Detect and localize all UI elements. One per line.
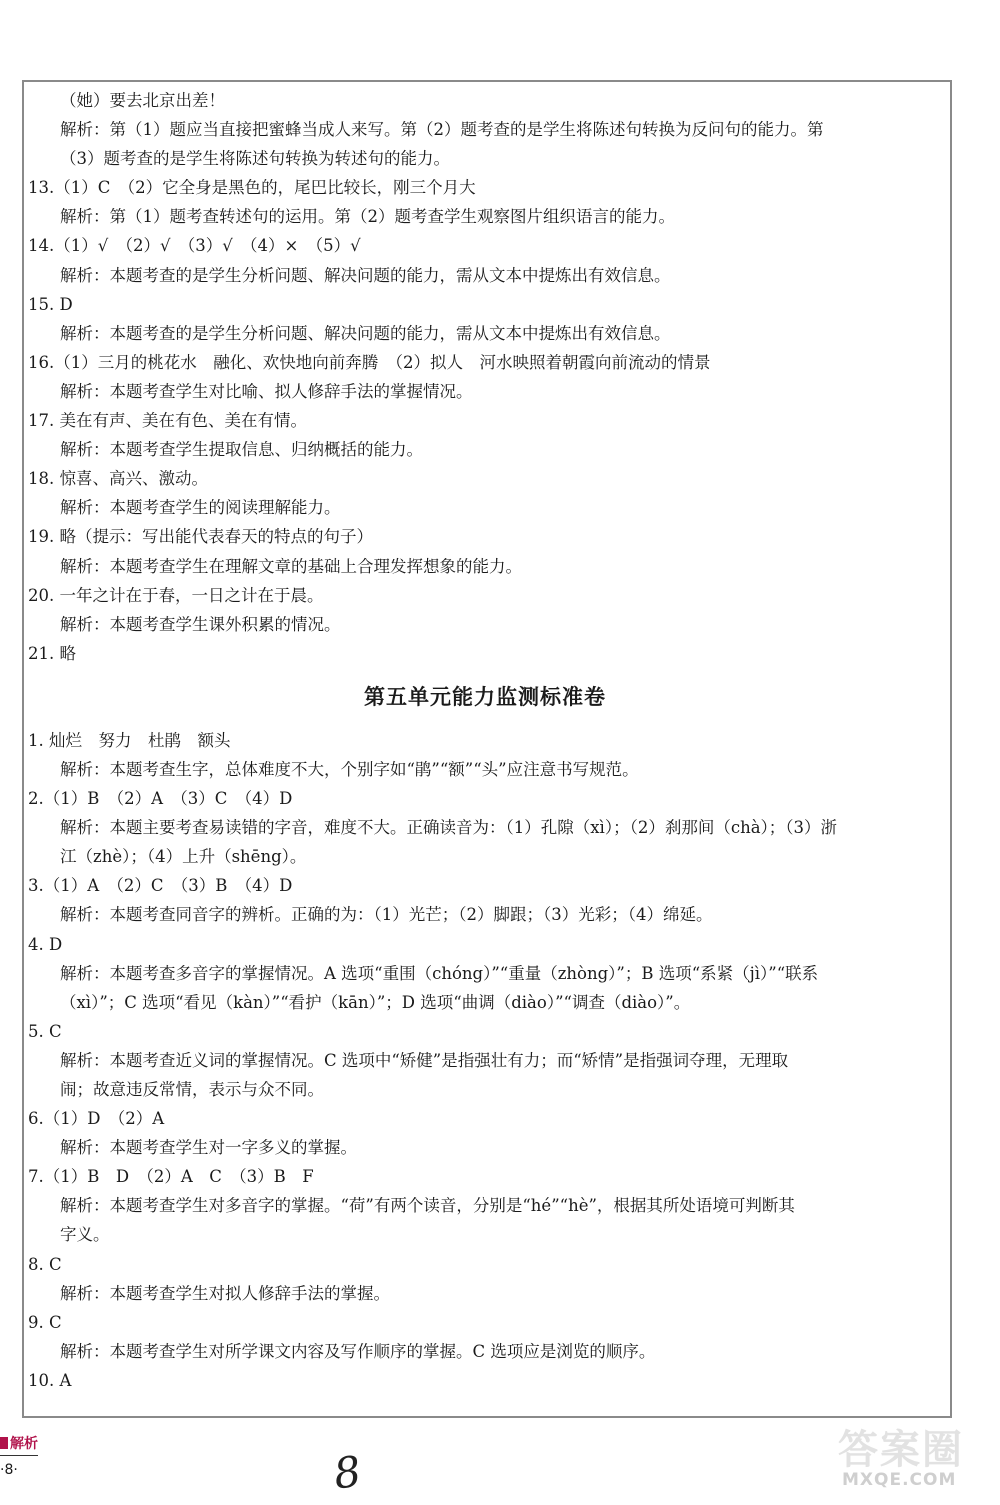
answer-line: 8. C (28, 1254, 62, 1274)
answer-line: 解析：本题考查的是学生分析问题、解决问题的能力，需从文本中提炼出有效信息。 (60, 323, 671, 343)
answer-line: 解析：本题考查学生提取信息、归纳概括的能力。 (60, 440, 423, 460)
answer-line: 解析：本题考查生字，总体难度不大，个别字如“鹃”“额”“头”应注意书写规范。 (60, 759, 639, 779)
answer-line: （她）要去北京出差！ (60, 91, 225, 110)
answer-line: 解析：第（1）题考查转述句的运用。第（2）题考查学生观察图片组织语言的能力。 (60, 207, 675, 227)
answer-line: 解析：本题考查学生在理解文章的基础上合理发挥想象的能力。 (60, 556, 522, 576)
watermark-main: 答案圈 (838, 1427, 964, 1473)
tag-marker (0, 1437, 8, 1449)
footer-divider (0, 1455, 38, 1456)
watermark-sub: MXQE.COM (842, 1470, 957, 1490)
answer-line: 解析：本题考查多音字的掌握情况。A 选项“重围（chóng）”“重量（zhòng）”；B 选项“系紧（jì）”“联系 (60, 963, 819, 983)
watermark-logo (838, 1418, 988, 1498)
answer-line: 解析：本题考查学生的阅读理解能力。 (60, 498, 341, 518)
answer-line: 闹；故意违反常情，表示与众不同。 (60, 1080, 324, 1099)
answer-line: 解析：本题考查学生课外积累的情况。 (60, 614, 341, 634)
answer-content (28, 86, 942, 1395)
answer-line: 解析：本题考查学生对比喻、拟人修辞手法的掌握情况。 (60, 381, 473, 401)
answer-line: 18. 惊喜、高兴、激动。 (28, 469, 208, 489)
page-number: ·8· (0, 1462, 18, 1478)
answer-line: 解析：本题考查学生对所学课文内容及写作顺序的掌握。C 选项应是浏览的顺序。 (60, 1341, 656, 1361)
answer-line: 解析：本题考查学生对拟人修辞手法的掌握。 (60, 1283, 390, 1303)
answer-line: 20. 一年之计在于春，一日之计在于晨。 (28, 585, 324, 605)
answer-line: 7.（1）B D （2）A C （3）B F (28, 1167, 314, 1187)
answer-line: （3）题考查的是学生将陈述句转换为转述句的能力。 (60, 149, 450, 169)
answer-line: 14.（1）√ （2）√ （3）√ （4）× （5）√ (28, 236, 361, 256)
answer-line: 10. A (28, 1370, 72, 1390)
answer-line: 4. D (28, 934, 63, 954)
answer-line: 江（zhè）；（4）上升（shēng）。 (60, 847, 307, 867)
answer-line: 解析：第（1）题应当直接把蜜蜂当成人来写。第（2）题考查的是学生将陈述句转换为反问句的能力。第 (60, 120, 824, 140)
answer-line: 6.（1）D （2）A (28, 1109, 165, 1129)
answer-line: 15. D (28, 294, 73, 314)
answer-line: 解析：本题考查学生对一字多义的掌握。 (60, 1138, 357, 1158)
handwritten-page-number: 8 (330, 1446, 365, 1499)
footer-tag (0, 1433, 38, 1453)
answers-unit-five (28, 726, 942, 1395)
answer-line: 9. C (28, 1312, 62, 1332)
answer-line: 1. 灿烂 努力 杜鹃 额头 (28, 730, 231, 750)
answer-line: （xì）”；C 选项“看见（kàn）”“看护（kān）”；D 选项“曲调（diào）”“调查（diào）”。 (60, 992, 691, 1012)
answer-line: 13.（1）C （2）它全身是黑色的，尾巴比较长，刚三个月大 (28, 178, 476, 198)
answer-line: 3.（1）A （2）C （3）B （4）D (28, 876, 293, 896)
answers-unit-four (28, 86, 942, 668)
answer-line: 解析：本题考查学生对多音字的掌握。“荷”有两个读音，分别是“hé”“hè”，根据其所处语境可判断其 (60, 1196, 795, 1216)
answer-line: 解析：本题考查同音字的辨析。正确的为：（1）光芒；（2）脚跟；（3）光彩；（4）绵延。 (60, 905, 713, 925)
answer-line: 21. 略 (28, 643, 76, 663)
answer-line: 解析：本题考查的是学生分析问题、解决问题的能力，需从文本中提炼出有效信息。 (60, 265, 671, 285)
answer-line: 17. 美在有声、美在有色、美在有情。 (28, 411, 307, 431)
answer-line: 2.（1）B （2）A （3）C （4）D (28, 789, 293, 809)
answer-line: 16.（1）三月的桃花水 融化、欢快地向前奔腾 （2）拟人 河水映照着朝霞向前流动的情景 (28, 352, 711, 372)
answer-line: 解析：本题考查近义词的掌握情况。C 选项中“矫健”是指强壮有力；而“矫情”是指强词夺理，无理取 (60, 1050, 789, 1070)
answer-line: 5. C (28, 1021, 62, 1041)
section-title: 第五单元能力监测标准卷 (364, 684, 606, 709)
answer-line: 解析：本题主要考查易读错的字音，难度不大。正确读音为：（1）孔隙（xì）；（2）刹那间（chà）；（3）浙 (60, 818, 838, 838)
answer-line: 字义。 (60, 1225, 110, 1245)
footer-tag-label: 解析 (10, 1436, 38, 1452)
answer-line: 19. 略（提示：写出能代表春天的特点的句子） (28, 527, 373, 547)
